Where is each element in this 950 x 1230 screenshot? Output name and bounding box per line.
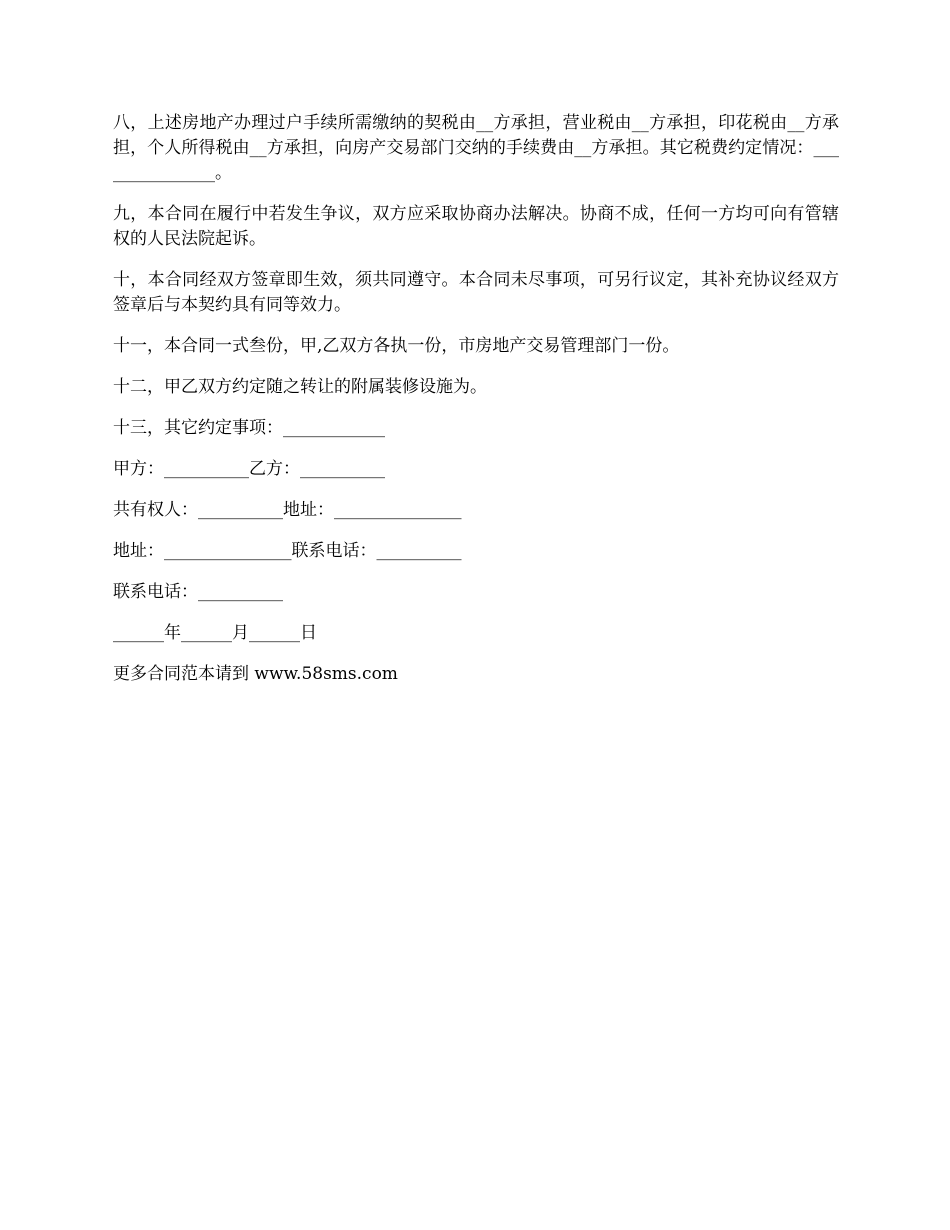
footer-more-templates: 更多合同范本请到 www.58sms.com (113, 664, 398, 684)
clause-9-dispute-resolution: 九，本合同在履行中若发生争议，双方应采取协商办法解决。协商不成，任何一方均可向有管辖权的人民法院起诉。 (113, 204, 839, 249)
clause-12-fixtures: 十二，甲乙双方约定随之转让的附属装修设施为。 (113, 377, 487, 397)
signature-party-a-b: 甲方：__________乙方：__________ (113, 459, 385, 479)
signature-phone: 联系电话：__________ (113, 582, 283, 602)
clause-11-copies: 十一，本合同一式叁份，甲,乙双方各执一份，市房地产交易管理部门一份。 (113, 336, 680, 356)
signature-address-phone: 地址：_______________联系电话：__________ (113, 541, 462, 561)
clause-8-tax-responsibility: 八，上述房地产办理过户手续所需缴纳的契税由__方承担，营业税由__方承担，印花税由__方承担，个人所得税由__方承担，向房产交易部门交纳的手续费由__方承担。其它税费约定情况：_______________。 (113, 113, 839, 183)
document-body (113, 111, 839, 703)
clause-10-effectiveness: 十，本合同经双方签章即生效，须共同遵守。本合同未尽事项，可另行议定，其补充协议经双方签章后与本契约具有同等效力。 (113, 270, 839, 315)
signature-co-owner-address: 共有权人：__________地址：_______________ (113, 500, 462, 520)
signature-date: ______年______月______日 (113, 623, 317, 643)
clause-13-other-terms: 十三，其它约定事项：____________ (113, 418, 385, 438)
